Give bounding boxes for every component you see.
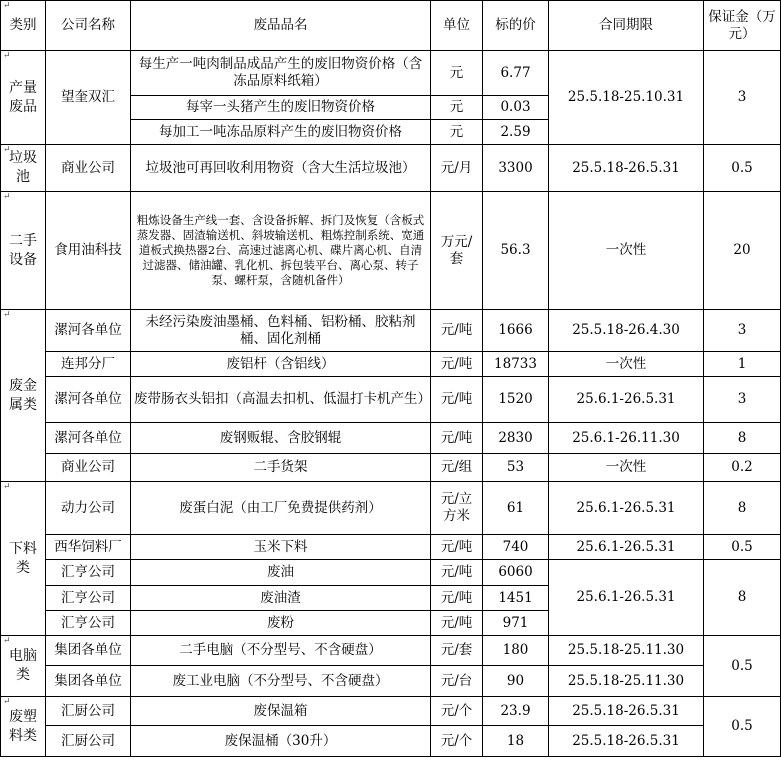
- header-term: 合同期限: [549, 1, 704, 51]
- table-row: [1, 51, 781, 96]
- table-row: [1, 377, 781, 423]
- deposit-cell: 20: [704, 192, 781, 310]
- item-cell: 二手电脑（不分型号、不含硬盘）: [131, 636, 431, 666]
- term-cell: 25.5.18-26.4.30: [549, 310, 704, 352]
- item-cell: 废粉: [131, 611, 431, 636]
- price-cell: 740: [483, 535, 549, 560]
- price-cell: 18733: [483, 352, 549, 377]
- deposit-cell: 3: [704, 377, 781, 423]
- company-cell: 漯河各单位: [46, 310, 131, 352]
- term-cell: 25.6.1-26.5.31: [549, 560, 704, 636]
- category-cell: ↵ 电脑类: [1, 636, 46, 697]
- item-cell: 二手货架: [131, 454, 431, 482]
- term-cell: 25.6.1-26.5.31: [549, 377, 704, 423]
- term-cell: 25.5.18-26.5.31: [549, 145, 704, 192]
- table-row: [1, 636, 781, 666]
- price-cell: 2830: [483, 423, 549, 454]
- header-company: 公司名称: [46, 1, 131, 51]
- table-row: [1, 697, 781, 726]
- company-cell: 汇亨公司: [46, 560, 131, 586]
- table-row: [1, 310, 781, 352]
- price-cell: 53: [483, 454, 549, 482]
- item-cell: 每宰一头猪产生的废旧物资价格: [131, 96, 431, 120]
- category-cell: ↵ 废塑料类: [1, 697, 46, 757]
- company-cell: 商业公司: [46, 145, 131, 192]
- price-cell: 6060: [483, 560, 549, 586]
- term-cell: 一次性: [549, 352, 704, 377]
- deposit-cell: 0.5: [704, 145, 781, 192]
- table-row: [1, 454, 781, 482]
- item-cell: 废带肠衣头铝扣（高温去扣机、低温打卡机产生）: [131, 377, 431, 423]
- company-cell: 汇厨公司: [46, 697, 131, 726]
- category-cell: ↵ 垃圾池: [1, 145, 46, 192]
- return-mark: ↵: [3, 1, 11, 11]
- deposit-cell: 3: [704, 51, 781, 145]
- company-cell: 望奎双汇: [46, 51, 131, 145]
- item-cell: 废铝杆（含铝线）: [131, 352, 431, 377]
- company-cell: 汇厨公司: [46, 726, 131, 757]
- deposit-cell: 3: [704, 310, 781, 352]
- unit-cell: 元/月: [431, 145, 483, 192]
- term-cell: 25.6.1-26.5.31: [549, 482, 704, 535]
- unit-cell: 元/台: [431, 666, 483, 697]
- header-category: ↵ 类别: [1, 1, 46, 51]
- company-cell: 汇亨公司: [46, 586, 131, 611]
- term-cell: 25.6.1-26.11.30: [549, 423, 704, 454]
- header-deposit: 保证金（万元）: [704, 1, 781, 51]
- term-cell: 25.5.18-26.5.31: [549, 697, 704, 726]
- header-row: [1, 1, 781, 51]
- unit-cell: 元/个: [431, 697, 483, 726]
- price-cell: 1451: [483, 586, 549, 611]
- unit-cell: 元/吨: [431, 560, 483, 586]
- company-cell: 漯河各单位: [46, 377, 131, 423]
- unit-cell: 元: [431, 51, 483, 96]
- category-cell: ↵ 二手设备: [1, 192, 46, 310]
- unit-cell: 元/吨: [431, 377, 483, 423]
- unit-cell: 元/吨: [431, 611, 483, 636]
- header-price: 标的价: [483, 1, 549, 51]
- table-row: [1, 423, 781, 454]
- term-cell: 一次性: [549, 454, 704, 482]
- unit-cell: 元/立方米: [431, 482, 483, 535]
- item-cell: 每生产一吨肉制品成品产生的废旧物资价格（含冻品原料纸箱）: [131, 51, 431, 96]
- item-cell: 废工业电脑（不分型号、不含硬盘）: [131, 666, 431, 697]
- unit-cell: 元/个: [431, 726, 483, 757]
- unit-cell: 元/组: [431, 454, 483, 482]
- unit-cell: 万元/套: [431, 192, 483, 310]
- company-cell: 集团各单位: [46, 666, 131, 697]
- price-cell: 3300: [483, 145, 549, 192]
- price-cell: 180: [483, 636, 549, 666]
- company-cell: 西华饲料厂: [46, 535, 131, 560]
- price-cell: 61: [483, 482, 549, 535]
- deposit-cell: 8: [704, 560, 781, 636]
- table-row: [1, 192, 781, 310]
- company-cell: 漯河各单位: [46, 423, 131, 454]
- company-cell: 动力公司: [46, 482, 131, 535]
- company-cell: 汇亨公司: [46, 611, 131, 636]
- price-cell: 56.3: [483, 192, 549, 310]
- price-cell: 1520: [483, 377, 549, 423]
- company-cell: 集团各单位: [46, 636, 131, 666]
- unit-cell: 元/吨: [431, 535, 483, 560]
- item-cell: 废油: [131, 560, 431, 586]
- table-row: [1, 535, 781, 560]
- unit-cell: 元/套: [431, 636, 483, 666]
- header-item: 废品品名: [131, 1, 431, 51]
- price-cell: 971: [483, 611, 549, 636]
- term-cell: 25.5.18-25.11.30: [549, 666, 704, 697]
- table-row: [1, 352, 781, 377]
- table-row: [1, 482, 781, 535]
- item-cell: 废保温桶（30升）: [131, 726, 431, 757]
- term-cell: 25.5.18-26.5.31: [549, 726, 704, 757]
- company-cell: 食用油科技: [46, 192, 131, 310]
- category-cell: ↵ 废金属类: [1, 310, 46, 482]
- price-cell: 90: [483, 666, 549, 697]
- price-cell: 0.03: [483, 96, 549, 120]
- header-unit: 单位: [431, 1, 483, 51]
- table-row: [1, 726, 781, 757]
- item-cell: 废钢贩辊、含胶钢辊: [131, 423, 431, 454]
- price-cell: 2.59: [483, 120, 549, 145]
- item-cell: 每加工一吨冻品原料产生的废旧物资价格: [131, 120, 431, 145]
- item-cell: 玉米下料: [131, 535, 431, 560]
- deposit-cell: 8: [704, 423, 781, 454]
- item-cell: 废保温箱: [131, 697, 431, 726]
- deposit-cell: 0.5: [704, 697, 781, 757]
- category-cell: ↵ 下料类: [1, 482, 46, 636]
- unit-cell: 元/吨: [431, 423, 483, 454]
- item-cell: 垃圾池可再回收利用物资（含大生活垃圾池）: [131, 145, 431, 192]
- unit-cell: 元/吨: [431, 586, 483, 611]
- deposit-cell: 0.5: [704, 535, 781, 560]
- company-cell: 连邦分厂: [46, 352, 131, 377]
- term-cell: 25.5.18-25.10.31: [549, 51, 704, 145]
- category-cell: ↵ 产量废品: [1, 51, 46, 145]
- table-row: [1, 666, 781, 697]
- deposit-cell: 0.2: [704, 454, 781, 482]
- unit-cell: 元: [431, 120, 483, 145]
- item-cell: 废蛋白泥（由工厂免费提供药剂）: [131, 482, 431, 535]
- table-row: [1, 145, 781, 192]
- table-row: [1, 560, 781, 586]
- item-cell: 废油渣: [131, 586, 431, 611]
- unit-cell: 元: [431, 96, 483, 120]
- term-cell: 一次性: [549, 192, 704, 310]
- price-cell: 18: [483, 726, 549, 757]
- price-cell: 1666: [483, 310, 549, 352]
- unit-cell: 元/吨: [431, 310, 483, 352]
- item-cell: 未经污染废油墨桶、色料桶、铝粉桶、胶粘剂桶、固化剂桶: [131, 310, 431, 352]
- deposit-cell: 8: [704, 482, 781, 535]
- deposit-cell: 1: [704, 352, 781, 377]
- deposit-cell: 0.5: [704, 636, 781, 697]
- unit-cell: 元/吨: [431, 352, 483, 377]
- price-cell: 23.9: [483, 697, 549, 726]
- company-cell: 商业公司: [46, 454, 131, 482]
- item-cell: 粗炼设备生产线一套、含设备拆解、拆门及恢复（含板式蒸发器、固渣输送机、斜坡输送机、粗炼控制系统、宽通道板式换热器2台、高速过滤离心机、碟片离心机、自清过滤器、储油罐、乳化机、拆包装平台、离心泵、转子泵、螺杆泵，含随机备件）: [131, 192, 431, 310]
- term-cell: 25.5.18-25.11.30: [549, 636, 704, 666]
- price-cell: 6.77: [483, 51, 549, 96]
- term-cell: 25.6.1-26.5.31: [549, 535, 704, 560]
